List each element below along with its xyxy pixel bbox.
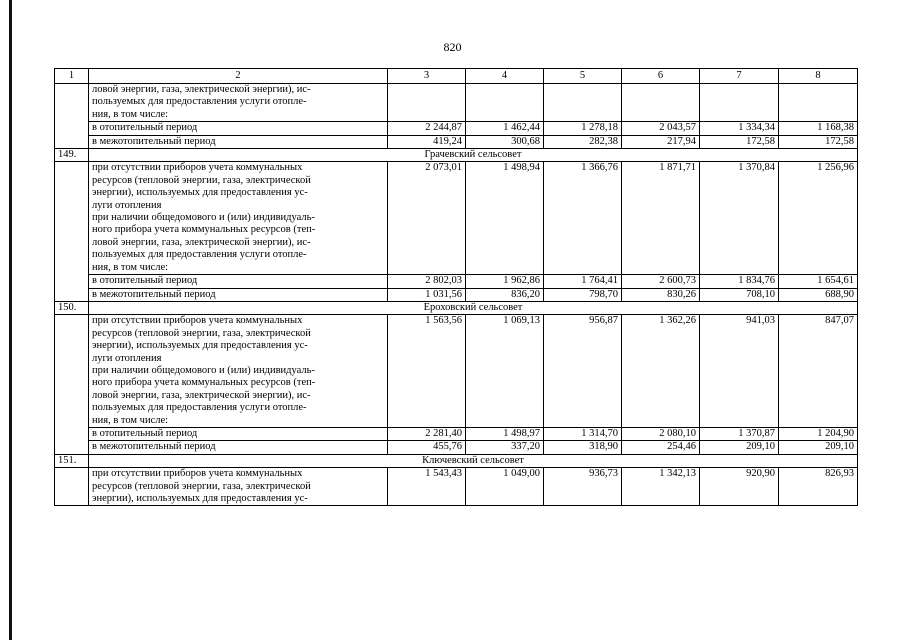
row-description: в межотопительный период [89, 441, 388, 454]
value-cell [388, 415, 466, 428]
value-cell [622, 340, 700, 352]
value-cell [700, 262, 779, 275]
value-cell [622, 96, 700, 108]
value-cell: 1 871,71 [622, 162, 700, 175]
table-row-text-line [55, 390, 858, 402]
value-cell [388, 262, 466, 275]
value-cell [544, 212, 622, 224]
value-cell: 172,58 [779, 135, 858, 148]
row-description: при отсутствии приборов учета коммунальных [89, 468, 388, 481]
value-cell [388, 175, 466, 187]
value-cell [700, 328, 779, 340]
row-number: 150. [55, 301, 89, 314]
column-header: 3 [388, 69, 466, 84]
row-number [55, 109, 89, 122]
value-cell [700, 353, 779, 365]
value-cell [544, 390, 622, 402]
table-row-text-line [55, 481, 858, 493]
row-description: при отсутствии приборов учета коммунальных [89, 162, 388, 175]
row-number: 151. [55, 454, 89, 467]
value-cell [466, 340, 544, 352]
value-cell: 956,87 [544, 315, 622, 328]
value-cell: 2 244,87 [388, 122, 466, 135]
row-number [55, 427, 89, 440]
value-cell [388, 249, 466, 261]
row-description: в межотопительный период [89, 288, 388, 301]
row-description: энергии), используемых для предоставления ус- [89, 187, 388, 199]
value-cell: 1 654,61 [779, 275, 858, 288]
value-cell [622, 402, 700, 414]
value-cell: 1 334,34 [700, 122, 779, 135]
row-number [55, 468, 89, 481]
value-cell: 318,90 [544, 441, 622, 454]
section-title: Грачевский сельсовет [89, 149, 858, 162]
value-cell [388, 237, 466, 249]
row-number [55, 237, 89, 249]
value-cell [466, 109, 544, 122]
table-row-text-line [55, 187, 858, 199]
value-cell [779, 84, 858, 97]
value-cell [622, 377, 700, 389]
value-cell: 2 043,57 [622, 122, 700, 135]
value-cell [700, 200, 779, 212]
row-description: в отопительный период [89, 122, 388, 135]
value-cell: 1 834,76 [700, 275, 779, 288]
section-row [55, 149, 858, 162]
column-header: 1 [55, 69, 89, 84]
table-row [55, 122, 858, 135]
value-cell [388, 109, 466, 122]
row-number [55, 390, 89, 402]
value-cell [466, 481, 544, 493]
value-cell [700, 187, 779, 199]
table-row-text-line [55, 365, 858, 377]
value-cell: 1 342,13 [622, 468, 700, 481]
value-cell [466, 402, 544, 414]
scan-edge-line [9, 0, 12, 640]
table-row-text-line [55, 377, 858, 389]
value-cell: 1 962,86 [466, 275, 544, 288]
table-row-text-line [55, 262, 858, 275]
value-cell [779, 109, 858, 122]
value-cell: 1 256,96 [779, 162, 858, 175]
value-cell [544, 402, 622, 414]
value-cell: 936,73 [544, 468, 622, 481]
row-number [55, 377, 89, 389]
section-row [55, 301, 858, 314]
row-number [55, 249, 89, 261]
row-number [55, 200, 89, 212]
table-row-text-line [55, 96, 858, 108]
column-header: 5 [544, 69, 622, 84]
row-number [55, 353, 89, 365]
value-cell: 172,58 [700, 135, 779, 148]
value-cell [466, 377, 544, 389]
value-cell [779, 237, 858, 249]
value-cell [388, 200, 466, 212]
value-cell: 920,90 [700, 468, 779, 481]
value-cell [779, 175, 858, 187]
value-cell [779, 340, 858, 352]
value-cell [544, 84, 622, 97]
tariff-table [54, 68, 858, 506]
value-cell: 1 370,84 [700, 162, 779, 175]
row-number [55, 187, 89, 199]
table-row-text-line [55, 493, 858, 506]
value-cell [466, 249, 544, 261]
value-cell [544, 340, 622, 352]
value-cell [622, 353, 700, 365]
value-cell [544, 353, 622, 365]
row-description: ресурсов (тепловой энергии, газа, электрической [89, 328, 388, 340]
value-cell [700, 377, 779, 389]
row-description: ния, в том числе: [89, 262, 388, 275]
row-number [55, 481, 89, 493]
value-cell [779, 187, 858, 199]
table-row-text-line [55, 415, 858, 428]
table-row [55, 427, 858, 440]
value-cell [466, 200, 544, 212]
value-cell: 1 069,13 [466, 315, 544, 328]
value-cell: 209,10 [779, 441, 858, 454]
value-cell [622, 109, 700, 122]
value-cell [544, 109, 622, 122]
value-cell [779, 493, 858, 506]
value-cell [700, 402, 779, 414]
value-cell [700, 96, 779, 108]
value-cell [466, 328, 544, 340]
column-header: 2 [89, 69, 388, 84]
row-description: в отопительный период [89, 427, 388, 440]
value-cell [388, 481, 466, 493]
row-number [55, 493, 89, 506]
value-cell [700, 481, 779, 493]
value-cell [466, 262, 544, 275]
row-number [55, 328, 89, 340]
value-cell [622, 328, 700, 340]
value-cell [700, 212, 779, 224]
value-cell [779, 96, 858, 108]
value-cell: 1 764,41 [544, 275, 622, 288]
value-cell [544, 175, 622, 187]
value-cell [622, 493, 700, 506]
table-row-text-line [55, 315, 858, 328]
value-cell [466, 96, 544, 108]
row-number [55, 212, 89, 224]
value-cell [622, 200, 700, 212]
row-number [55, 262, 89, 275]
value-cell [622, 187, 700, 199]
value-cell: 1 370,87 [700, 427, 779, 440]
table-row-text-line [55, 340, 858, 352]
table-row-text-line [55, 249, 858, 261]
value-cell: 2 281,40 [388, 427, 466, 440]
value-cell [466, 493, 544, 506]
row-description: луги отопления [89, 200, 388, 212]
value-cell [388, 328, 466, 340]
value-cell [779, 212, 858, 224]
value-cell: 847,07 [779, 315, 858, 328]
value-cell [544, 200, 622, 212]
row-description: ресурсов (тепловой энергии, газа, электрической [89, 481, 388, 493]
table-body [55, 69, 858, 506]
table-row-text-line [55, 175, 858, 187]
row-description: ловой энергии, газа, электрической энергии), ис- [89, 390, 388, 402]
table-row [55, 275, 858, 288]
value-cell: 1 278,18 [544, 122, 622, 135]
value-cell [388, 353, 466, 365]
row-number [55, 122, 89, 135]
table-row-text-line [55, 402, 858, 414]
value-cell [779, 377, 858, 389]
value-cell: 419,24 [388, 135, 466, 148]
table-row-text-line [55, 353, 858, 365]
value-cell [544, 415, 622, 428]
table-row-text-line [55, 468, 858, 481]
table-row-text-line [55, 162, 858, 175]
value-cell: 1 366,76 [544, 162, 622, 175]
value-cell [700, 249, 779, 261]
value-cell [544, 249, 622, 261]
row-number [55, 315, 89, 328]
value-cell [466, 237, 544, 249]
value-cell: 209,10 [700, 441, 779, 454]
row-number [55, 84, 89, 97]
value-cell [388, 212, 466, 224]
row-description: ния, в том числе: [89, 109, 388, 122]
column-header: 6 [622, 69, 700, 84]
row-number: 149. [55, 149, 89, 162]
value-cell [779, 224, 858, 236]
value-cell [779, 353, 858, 365]
row-description: ного прибора учета коммунальных ресурсов (теп- [89, 224, 388, 236]
row-description: ния, в том числе: [89, 415, 388, 428]
row-number [55, 96, 89, 108]
value-cell [466, 365, 544, 377]
value-cell [700, 340, 779, 352]
value-cell [779, 200, 858, 212]
value-cell [622, 415, 700, 428]
row-description: при наличии общедомового и (или) индивидуаль- [89, 365, 388, 377]
value-cell: 254,46 [622, 441, 700, 454]
value-cell [388, 402, 466, 414]
value-cell [622, 224, 700, 236]
value-cell: 830,26 [622, 288, 700, 301]
table-row-text-line [55, 212, 858, 224]
table-row [55, 135, 858, 148]
row-description: пользуемых для предоставления услуги отопле- [89, 402, 388, 414]
value-cell [544, 262, 622, 275]
column-header: 4 [466, 69, 544, 84]
row-description: ловой энергии, газа, электрической энергии), ис- [89, 84, 388, 97]
value-cell: 1 462,44 [466, 122, 544, 135]
section-title: Ключевский сельсовет [89, 454, 858, 467]
value-cell: 688,90 [779, 288, 858, 301]
value-cell [388, 84, 466, 97]
table-row-text-line [55, 109, 858, 122]
row-number [55, 275, 89, 288]
value-cell: 1 204,90 [779, 427, 858, 440]
value-cell [622, 175, 700, 187]
value-cell [700, 493, 779, 506]
value-cell [466, 84, 544, 97]
table-row [55, 288, 858, 301]
row-number [55, 441, 89, 454]
value-cell [466, 353, 544, 365]
value-cell: 2 600,73 [622, 275, 700, 288]
value-cell [700, 365, 779, 377]
value-cell [700, 237, 779, 249]
value-cell: 798,70 [544, 288, 622, 301]
value-cell: 1 362,26 [622, 315, 700, 328]
value-cell [466, 224, 544, 236]
value-cell: 2 802,03 [388, 275, 466, 288]
value-cell: 836,20 [466, 288, 544, 301]
value-cell [700, 390, 779, 402]
value-cell: 217,94 [622, 135, 700, 148]
value-cell: 1 543,43 [388, 468, 466, 481]
value-cell [544, 224, 622, 236]
value-cell [388, 377, 466, 389]
value-cell: 826,93 [779, 468, 858, 481]
value-cell: 455,76 [388, 441, 466, 454]
value-cell [544, 481, 622, 493]
column-header: 8 [779, 69, 858, 84]
section-row [55, 454, 858, 467]
value-cell [544, 328, 622, 340]
table-row-text-line [55, 84, 858, 97]
row-number [55, 402, 89, 414]
table-row-text-line [55, 237, 858, 249]
value-cell [700, 109, 779, 122]
row-number [55, 135, 89, 148]
value-cell [622, 262, 700, 275]
value-cell: 1 563,56 [388, 315, 466, 328]
table-row [55, 441, 858, 454]
value-cell: 941,03 [700, 315, 779, 328]
value-cell: 282,38 [544, 135, 622, 148]
row-description: в межотопительный период [89, 135, 388, 148]
value-cell [700, 415, 779, 428]
row-description: пользуемых для предоставления услуги отопле- [89, 96, 388, 108]
value-cell [700, 84, 779, 97]
table-row-text-line [55, 328, 858, 340]
value-cell [779, 415, 858, 428]
row-number [55, 340, 89, 352]
value-cell [388, 96, 466, 108]
value-cell [388, 187, 466, 199]
value-cell [466, 175, 544, 187]
value-cell [466, 212, 544, 224]
page-number: 820 [443, 40, 462, 54]
value-cell [544, 365, 622, 377]
value-cell [544, 96, 622, 108]
value-cell [622, 365, 700, 377]
row-description: пользуемых для предоставления услуги отопле- [89, 249, 388, 261]
column-header: 7 [700, 69, 779, 84]
value-cell [466, 390, 544, 402]
row-description: энергии), используемых для предоставления ус- [89, 493, 388, 506]
value-cell [700, 224, 779, 236]
value-cell [779, 402, 858, 414]
row-description: при отсутствии приборов учета коммунальных [89, 315, 388, 328]
table-row-text-line [55, 200, 858, 212]
value-cell [779, 262, 858, 275]
row-description: при наличии общедомового и (или) индивидуаль- [89, 212, 388, 224]
row-number [55, 175, 89, 187]
table-row-text-line [55, 224, 858, 236]
value-cell [622, 237, 700, 249]
value-cell [388, 493, 466, 506]
value-cell: 1 031,56 [388, 288, 466, 301]
value-cell [544, 237, 622, 249]
row-number [55, 365, 89, 377]
value-cell [466, 187, 544, 199]
value-cell: 1 314,70 [544, 427, 622, 440]
row-number [55, 415, 89, 428]
value-cell [466, 415, 544, 428]
value-cell: 1 168,38 [779, 122, 858, 135]
value-cell [388, 390, 466, 402]
value-cell [544, 493, 622, 506]
value-cell [779, 249, 858, 261]
section-title: Ероховский сельсовет [89, 301, 858, 314]
row-number [55, 162, 89, 175]
value-cell [622, 249, 700, 261]
value-cell [779, 390, 858, 402]
row-number [55, 224, 89, 236]
value-cell [622, 84, 700, 97]
value-cell: 708,10 [700, 288, 779, 301]
value-cell: 2 080,10 [622, 427, 700, 440]
value-cell: 1 049,00 [466, 468, 544, 481]
value-cell: 2 073,01 [388, 162, 466, 175]
value-cell: 337,20 [466, 441, 544, 454]
value-cell [622, 390, 700, 402]
row-number [55, 288, 89, 301]
value-cell [622, 212, 700, 224]
row-description: в отопительный период [89, 275, 388, 288]
value-cell [700, 175, 779, 187]
column-header-row [55, 69, 858, 84]
value-cell [388, 340, 466, 352]
row-description: ловой энергии, газа, электрической энергии), ис- [89, 237, 388, 249]
value-cell [622, 481, 700, 493]
row-description: ресурсов (тепловой энергии, газа, электрической [89, 175, 388, 187]
value-cell [388, 224, 466, 236]
value-cell [779, 365, 858, 377]
value-cell [779, 328, 858, 340]
row-description: энергии), используемых для предоставления ус- [89, 340, 388, 352]
value-cell [388, 365, 466, 377]
value-cell: 1 498,94 [466, 162, 544, 175]
value-cell: 300,68 [466, 135, 544, 148]
row-description: луги отопления [89, 353, 388, 365]
value-cell [779, 481, 858, 493]
value-cell [544, 187, 622, 199]
value-cell [544, 377, 622, 389]
value-cell: 1 498,97 [466, 427, 544, 440]
row-description: ного прибора учета коммунальных ресурсов (теп- [89, 377, 388, 389]
